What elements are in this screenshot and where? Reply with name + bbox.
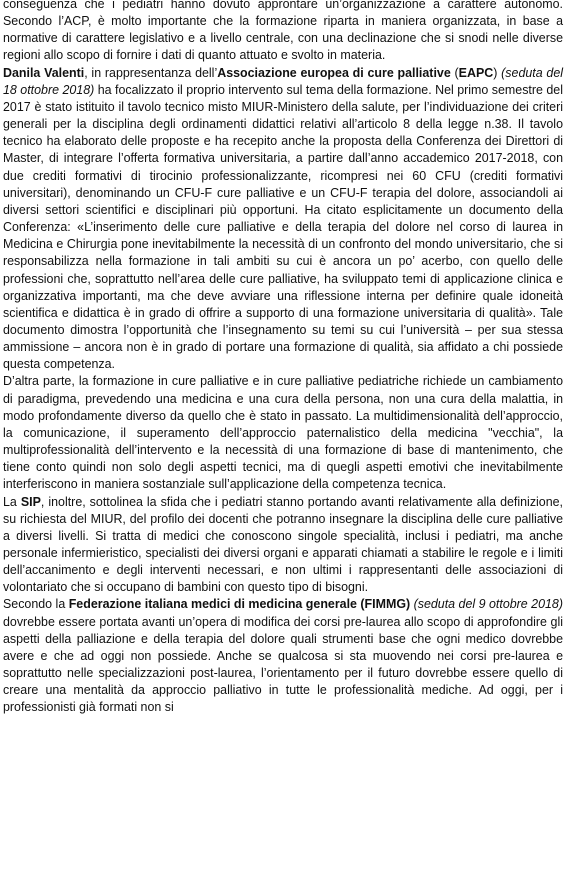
paragraph-text: ha focalizzato il proprio intervento sul tema della formazione. Nel primo semestre del 2017 è stato istituito il tavolo tecnico misto MIUR-Ministero della salute, per l’individuazione dei criteri generali per la disciplina degli ordinamenti didattici relativi all’articolo 8 della legge n.38. Il tavolo tecnico ha elaborato delle proposte e ha recepito anche la proposta della Conferenza dei Direttori di Master, di integrare l’offerta formativa universitaria, a partire dall’anno accademico 2017-2018, con due crediti formativi di tirocinio professionalizzante, ricompresi nei 60 CFU (crediti formativi universitari), denominando un CFU-F cure palliative e un CFU-F terapia del dolore, associandoli ai diversi settori scientifici e disciplinari più opportuni. Ha citato esplicitamente un documento della Conferenza: «L’inserimento delle cure palliative e della terapia del dolore nel corso di laurea in Medicina e Chirurgia pone inevitabilmente la necessità di un confronto del mondo universitario, che si responsabilizza nella formazione in tali ambiti su cui è ancora un po’ acerbo, con quello delle professioni che, soprattutto nell’area delle cure palliative, ha sviluppato temi di applicazione clinica e organizzativa importanti, ma che deve avviare una riflessione interna per definire quale idoneità scientifica e didattica è in grado di offrire a supporto di una formazione universitaria di qualità». Tale documento dimostra l’opportunità che l’insegnamento su temi su cui l’università – per sua stessa ammissione – ancora non è in grado di portare una formazione di qualità, sia affidato a chi possiede questa competenza. [3, 82, 563, 372]
paragraph-text: D’altra parte, la formazione in cure palliative e in cure palliative pediatriche richiede un cambiamento di paradigma, prevedendo una medicina e una cura della persona, non una cura della malattia, in modo profondamente diverso da quello che è stato in passato. La multidimensionalità dell’approccio, la comunicazione, il superamento dell’approccio paternalistico della medicina "vecchia", la multiprofessionalità dell’intervento e la necessità di una formazione di base di mantenimento, che tiene conto quindi non solo degli aspetti tecnici, ma di quegli aspetti emotivi che inevitabilmente interferiscono in maniera sostanziale sull’applicazione della competenza tecnica. [3, 374, 563, 492]
paragraph-text: dovrebbe essere portata avanti un’opera di modifica dei corsi pre-laurea allo scopo di approfondire gli aspetti della palliazione e della terapia del dolore quali strumenti base che ogni medico dovrebbe avere e che ad oggi non possiede. Anche se qualcosa si sta muovendo nei corsi pre-laurea e soprattutto nelle specializzazioni post-laurea, l’orientamento per il futuro dovrebbe essere quello di creare una mentalità da approccio palliativo in tutte le professionalità mediche. Ad oggi, per i professionisti già formati non si [3, 614, 563, 715]
organization-name: Associazione europea di cure palliative [217, 65, 451, 80]
paragraph-text: Secondo la [3, 597, 69, 612]
paragraph-paradigm-change [3, 373, 563, 493]
paragraph-text: , inoltre, sottolinea la sfida che i pediatri stanno portando avanti relativamente alla definizione, su richiesta del MIUR, del profilo dei docenti che potranno insegnare la disciplina delle cure palliative a diversi livelli. Si tratta di medici che conoscono singole specialità, inclusi i pediatri, ma anche personale infermieristico, specialisti dei diversi organi e apparati chiamati a stabilire le regole e i limiti dell’accanimento e degli interventi necessari, e non ultimi i rappresentanti delle associazioni di volontariato che si occupano di bambini con questo tipo di bisogni. [3, 494, 564, 595]
paragraph-acp-conclusion [3, 0, 563, 65]
organization-name: Federazione italiana medici di medicina generale (FIMMG) [68, 597, 411, 612]
session-date: (seduta del 18 ottobre 2018) [3, 65, 564, 97]
paragraph-text: conseguenza che i pediatri hanno dovuto approntare un’organizzazione a carattere autonomo. Secondo l’ACP, è molto importante che la formazione riparta in maniera organizzata, in base a normative di carattere legislativo e a livello centrale, con una declinazione che si snodi nelle diverse regioni allo scopo di fornire i dati di quanto attuato e svolto in materia. [3, 0, 563, 63]
paragraph-text: ( [450, 65, 459, 80]
paragraph-text: , in rappresentanza dell’ [84, 65, 218, 80]
paragraph-eapc [3, 65, 563, 374]
paragraph-text: La [3, 494, 21, 509]
paragraph-fimmg [3, 596, 563, 716]
organization-acronym: EAPC [458, 65, 494, 80]
organization-name: SIP [20, 494, 41, 509]
paragraph-sip [3, 494, 563, 597]
speaker-name: Danila Valenti [3, 65, 85, 80]
session-date: (seduta del 9 ottobre 2018) [410, 597, 563, 612]
paragraph-text: ) [493, 65, 498, 80]
